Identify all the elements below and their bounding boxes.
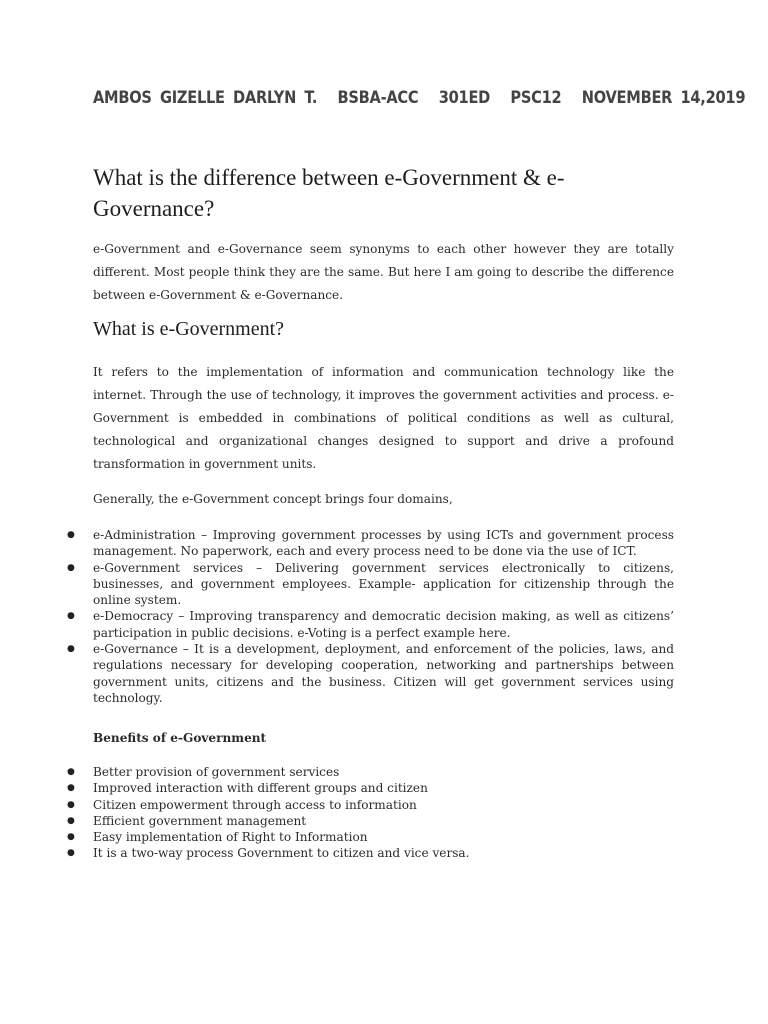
list-item: ● It is a two-way process Government to citizen and vice versa.: [67, 846, 470, 861]
list-item: ● Easy implementation of Right to Information: [67, 830, 368, 845]
bullet-icon: ●: [67, 832, 75, 843]
list-item: ● e-Administration – Improving government processes by using ICTs and government process management. No paperwork, each and every process need to be done via the use of ICT.: [67, 528, 674, 559]
list-item: ● Citizen empowerment through access to information: [67, 797, 417, 812]
bullet-icon: ●: [67, 767, 75, 777]
list-item: ● Efficient government management: [67, 813, 307, 828]
list-item: ● e-Government services – Delivering government services electronically to citizens, businesses, and government employees. Example- application for citizenship through the online system.: [67, 560, 674, 608]
list-item: ● Improved interaction with different groups and citizen: [67, 781, 428, 796]
subject: PSC12: [510, 88, 562, 108]
document-header: [93, 88, 746, 108]
bullet-icon: ●: [67, 611, 75, 622]
date: NOVEMBER 14,2019: [581, 88, 746, 108]
bullet-icon: ●: [67, 783, 75, 794]
bullet-icon: ●: [67, 530, 75, 540]
bullet-icon: ●: [67, 815, 75, 826]
section-heading-e-government: What is e-Government?: [93, 318, 285, 340]
benefits-heading: Benefits of e-Government: [93, 731, 267, 745]
bullet-icon: ●: [67, 848, 75, 859]
bullet-icon: ●: [67, 562, 75, 573]
bullet-icon: ●: [67, 799, 75, 810]
domains-list: [0, 527, 674, 706]
bullet-icon: ●: [67, 644, 75, 655]
benefits-list: [0, 764, 674, 862]
definition-paragraph: It refers to the implementation of information and communication technology like the internet. Through the use of technology, it improves the government activities and process. e-Government is embedded in combinations of political conditions as well as cultural, technological and organizational changes designed to support and drive a profound transformation in government units.: [93, 365, 674, 471]
student-name: AMBOS GIZELLE DARLYN T.: [93, 88, 318, 108]
list-item: ● e-Governance – It is a development, deployment, and enforcement of the policies, laws, and regulations necessary for developing cooperation, networking and partnerships between government units, citizens and the business. Citizen will get government services using technology.: [67, 642, 674, 705]
list-item: ● Better provision of government services: [67, 765, 340, 779]
domains-intro: Generally, the e-Government concept brings four domains,: [93, 492, 453, 506]
section: 301ED: [438, 88, 491, 108]
list-item: ● e-Democracy – Improving transparency and democratic decision making, as well as citizens’ participation in public decisions. e-Voting is a perfect example here.: [67, 609, 674, 640]
intro-paragraph: e-Government and e-Governance seem synonyms to each other however they are totally different. Most people think they are the same. But here I am going to describe the difference between e-Government & e-Governance.: [93, 242, 674, 302]
course: BSBA-ACC: [337, 88, 419, 108]
page-title: What is the difference between e-Government & e-Governance?: [93, 165, 565, 221]
